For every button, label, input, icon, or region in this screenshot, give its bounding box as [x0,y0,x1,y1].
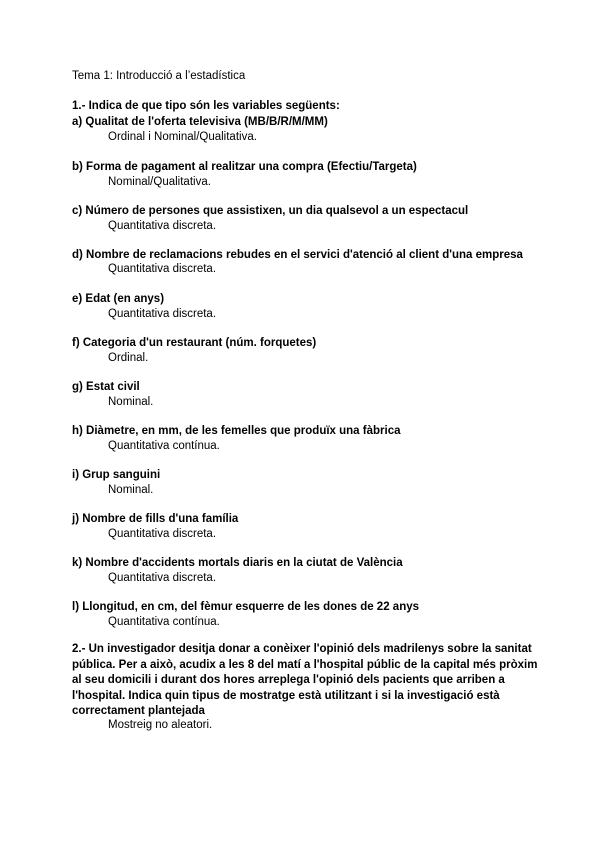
answer-a: Ordinal i Nominal/Qualitativa. [108,131,257,143]
answer-h: Quantitativa contínua. [108,440,220,452]
question-l: l) Llongitud, en cm, del fèmur esquerre de les dones de 22 anys [72,601,420,613]
question-b: b) Forma de pagament al realitzar una compra (Efectiu/Targeta) [72,161,417,173]
answer-l: Quantitativa contínua. [108,616,220,628]
answer-g: Nominal. [108,396,154,408]
answer-section-2: Mostreig no aleatori. [108,719,213,731]
answer-c: Quantitativa discreta. [108,220,217,232]
answer-b: Nominal/Qualitativa. [108,176,211,188]
answer-j: Quantitativa discreta. [108,528,217,540]
section-heading-1: 1.- Indica de que tipo són les variables següents: [72,100,340,112]
question-c: c) Número de persones que assistixen, un dia qualsevol a un espectacul [72,205,469,217]
question-d: d) Nombre de reclamacions rebudes en el servici d'atenció al client d'una empresa [72,249,523,261]
question-a: a) Qualitat de l'oferta televisiva (MB/B/R/M/MM) [72,116,328,128]
answer-k: Quantitativa discreta. [108,572,217,584]
question-j: j) Nombre de fills d'una família [72,513,239,525]
question-g: g) Estat civil [72,381,140,393]
answer-f: Ordinal. [108,352,149,364]
answer-e: Quantitativa discreta. [108,308,217,320]
question-k: k) Nombre d'accidents mortals diaris en la ciutat de València [72,557,403,569]
section-heading-2: 2.- Un investigador desitja donar a conèixer l'opinió dels madrilenys sobre la sanitat pública. Per a això, acudix a les 8 del matí a l'hospital públic de la capital més pròxim al seu domicili i durant dos hores arreplega l'opinió dels pacients que arriben a l'hospital. Indica quin tipus de mostratge està utilitzant i si la investigació està correctament plantejada [72,643,538,718]
question-h: h) Diàmetre, en mm, de les femelles que produïx una fàbrica [72,425,401,437]
question-f: f) Categoria d'un restaurant (núm. forquetes) [72,337,317,349]
answer-i: Nominal. [108,484,154,496]
document-title: Tema 1: Introducció a l’estadística [72,70,246,82]
question-e: e) Edat (en anys) [72,293,165,305]
question-i: i) Grup sanguini [72,469,161,481]
answer-d: Quantitativa discreta. [108,263,217,275]
